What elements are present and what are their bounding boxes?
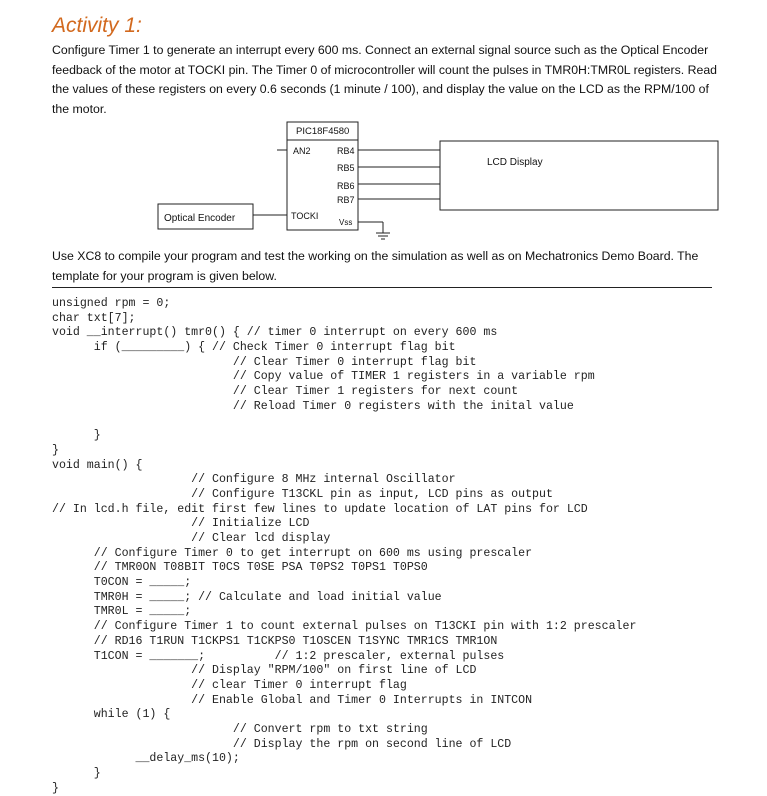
- code-line: while (1) {: [52, 708, 171, 722]
- code-line: // Configure T13CKL pin as input, LCD pins as output: [52, 487, 553, 501]
- code-line: // Configure Timer 1 to count external pulses on T13CKI pin with 1:2 prescaler: [52, 620, 637, 634]
- code-line: __delay_ms(10);: [52, 752, 240, 766]
- lcd-label: LCD Display: [487, 157, 543, 168]
- pin-tocki: TOCKI: [291, 211, 319, 221]
- code-line: // TMR0ON T08BIT T0CS T0SE PSA T0PS2 T0PS1 T0PS0: [52, 561, 428, 575]
- code-line: // In lcd.h file, edit first few lines to update location of LAT pins for LCD: [52, 502, 588, 516]
- code-line: TMR0H = _____; // Calculate and load initial value: [52, 590, 442, 604]
- code-line: // Clear Timer 0 interrupt flag bit: [52, 355, 477, 369]
- code-line: // Copy value of TIMER 1 registers in a variable rpm: [52, 370, 595, 384]
- code-line: // Convert rpm to txt string: [52, 722, 428, 736]
- code-line: // Configure Timer 0 to get interrupt on 600 ms using prescaler: [52, 546, 533, 560]
- code-line: void __interrupt() tmr0() { // timer 0 interrupt on every 600 ms: [52, 326, 498, 340]
- code-line: // clear Timer 0 interrupt flag: [52, 678, 407, 692]
- pin-an2: AN2: [293, 146, 311, 156]
- code-line: }: [52, 781, 59, 795]
- code-line: // Clear lcd display: [52, 532, 331, 545]
- code-line: // RD16 T1RUN T1CKPS1 T1CKPS0 T1OSCEN T1SYNC TMR1CS TMR1ON: [52, 634, 498, 648]
- code-line: }: [52, 767, 101, 780]
- optical-encoder-box: [158, 204, 253, 229]
- code-line: // Clear Timer 1 registers for next count: [52, 385, 519, 399]
- pin-rb6: RB6: [337, 181, 355, 191]
- code-line: T1CON = _______; // 1:2 prescaler, external pulses: [52, 649, 505, 663]
- section-divider: [52, 287, 712, 288]
- code-line: // Display the rpm on second line of LCD: [52, 737, 512, 751]
- activity-description: Configure Timer 1 to generate an interrupt every 600 ms. Connect an external signal source such as the Optical Encoder feedback of the motor at TOCKI pin. The Timer 0 of microcontroller will count the pulses in TMR0H:TMR0L registers. Read the values of these registers on every 0.6 seconds (1 minute / 100), and display the value on the LCD as the RPM/100 of the motor.: [52, 43, 717, 116]
- code-line: char txt[7];: [52, 311, 136, 325]
- activity-title: Activity 1:: [52, 14, 142, 37]
- pic-chip: [287, 122, 358, 230]
- code-line: unsigned rpm = 0;: [52, 297, 171, 310]
- code-line: }: [52, 429, 101, 443]
- code-line: // Display "RPM/100" on first line of LCD: [52, 664, 477, 678]
- code-line: // Initialize LCD: [52, 517, 310, 531]
- code-line: void main() {: [52, 458, 143, 472]
- code-line: [52, 415, 636, 430]
- code-line: T0CON = _____;: [52, 576, 192, 590]
- encoder-label: Optical Encoder: [164, 213, 236, 224]
- code-line: TMR0L = _____;: [52, 605, 192, 619]
- pin-rb4: RB4: [337, 146, 355, 156]
- code-line: // Configure 8 MHz internal Oscillator: [52, 473, 456, 487]
- code-template: [52, 297, 636, 796]
- lcd-display-box: [440, 141, 718, 210]
- code-line: // Reload Timer 0 registers with the inital value: [52, 399, 574, 413]
- pin-vss: Vss: [339, 218, 353, 227]
- instructions-text: Use XC8 to compile your program and test the working on the simulation as well as on Mechatronics Demo Board. The template for your program is given below.: [52, 249, 699, 283]
- pin-rb5: RB5: [337, 163, 355, 173]
- code-line: }: [52, 443, 59, 457]
- chip-label: PIC18F4580: [296, 126, 350, 137]
- pin-rb7: RB7: [337, 195, 355, 205]
- code-line: // Enable Global and Timer 0 Interrupts in INTCON: [52, 693, 533, 707]
- code-line: if (_________) { // Check Timer 0 interrupt flag bit: [52, 341, 456, 355]
